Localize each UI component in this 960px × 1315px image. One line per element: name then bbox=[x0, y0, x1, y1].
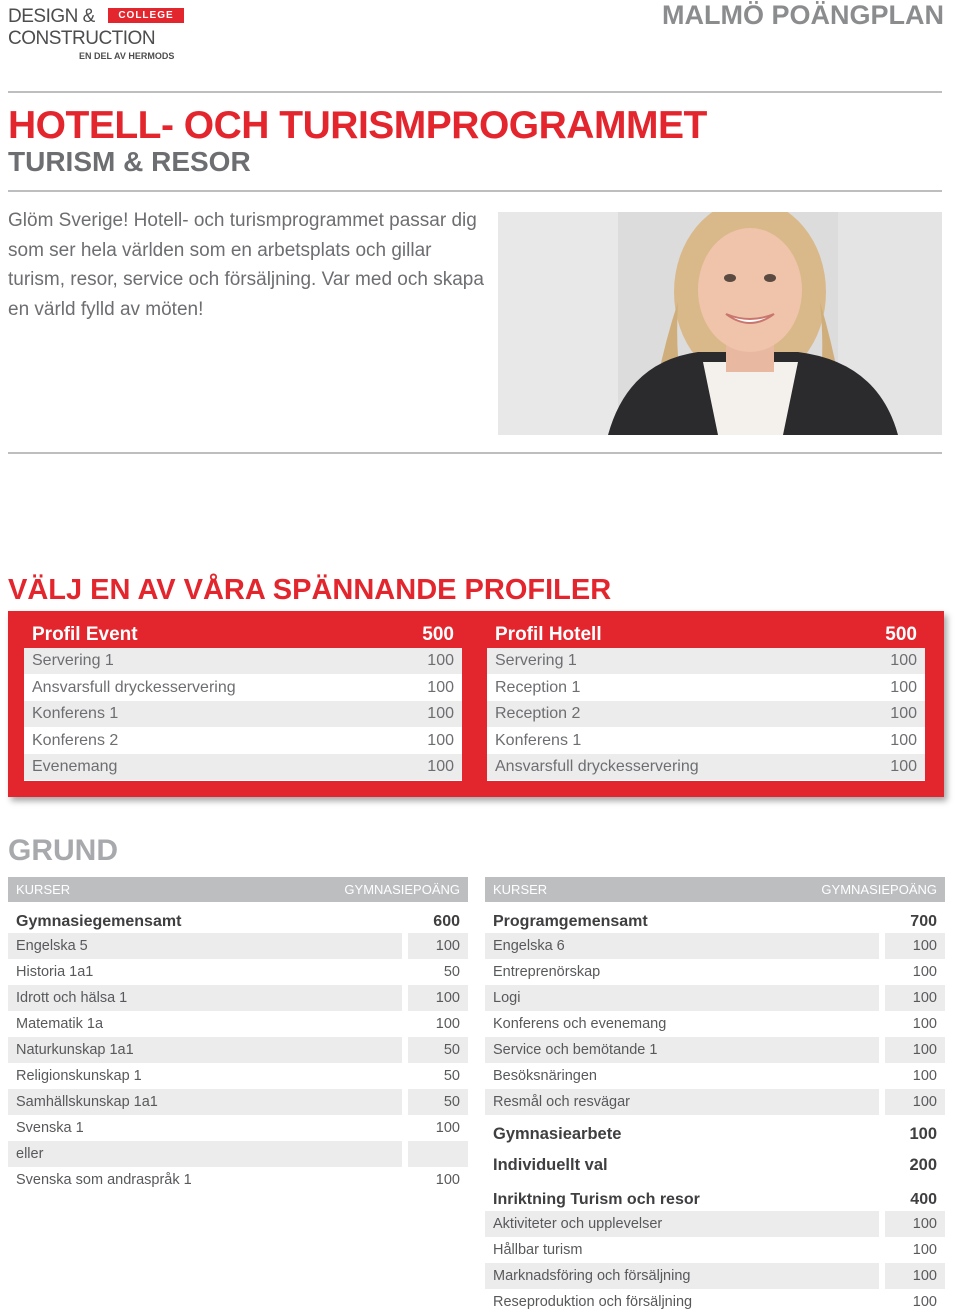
table-row bbox=[8, 1037, 468, 1063]
group-name: Individuellt val bbox=[493, 1156, 608, 1174]
profiles-heading: VÄLJ EN AV VÅRA SPÄNNANDE PROFILER bbox=[8, 574, 612, 606]
course-points: 50 bbox=[443, 1068, 460, 1084]
course-name: Konferens och evenemang bbox=[493, 1016, 667, 1032]
course-name: Reseproduktion och försäljning bbox=[493, 1294, 693, 1310]
list-item bbox=[24, 728, 462, 755]
logo-text-design: DESIGN & bbox=[8, 6, 95, 27]
course-name: Reception 2 bbox=[495, 705, 581, 722]
list-item bbox=[24, 675, 462, 702]
course-name: Aktiviteter och upplevelser bbox=[485, 1211, 879, 1237]
column-header-points: GYMNASIEPOÄNG bbox=[821, 882, 937, 897]
course-points: 100 bbox=[885, 1263, 945, 1289]
list-item bbox=[487, 754, 925, 781]
column-header-points: GYMNASIEPOÄNG bbox=[344, 882, 460, 897]
course-name: Konferens 1 bbox=[495, 731, 582, 749]
course-points: 50 bbox=[408, 1089, 468, 1115]
course-name: Konferens 2 bbox=[32, 731, 119, 749]
course-points: 100 bbox=[885, 1211, 945, 1237]
column-header-courses: KURSER bbox=[16, 882, 71, 897]
course-name: eller bbox=[8, 1141, 402, 1167]
group-header bbox=[485, 902, 945, 933]
group-name: Inriktning Turism och resor bbox=[493, 1191, 700, 1208]
course-points: 100 bbox=[427, 731, 454, 749]
course-name: Logi bbox=[485, 985, 879, 1011]
table-row bbox=[485, 1063, 945, 1089]
course-points: 100 bbox=[890, 678, 917, 696]
student-photo bbox=[498, 212, 942, 435]
course-name: Servering 1 bbox=[495, 652, 577, 669]
table-row bbox=[485, 1037, 945, 1063]
profile-points: 500 bbox=[422, 624, 454, 645]
divider bbox=[8, 452, 942, 454]
course-points: 100 bbox=[890, 652, 917, 669]
course-name: Ansvarsfull dryckesservering bbox=[495, 758, 699, 775]
table-row bbox=[8, 1089, 468, 1115]
course-name: Besöksnäringen bbox=[493, 1068, 597, 1084]
course-name: Konferens 1 bbox=[32, 705, 119, 722]
table-row bbox=[8, 1167, 468, 1193]
right-course-table bbox=[485, 877, 945, 1315]
college-logo bbox=[8, 6, 180, 61]
course-name: Svenska 1 bbox=[16, 1120, 84, 1136]
group-header bbox=[485, 1177, 945, 1211]
course-points: 100 bbox=[427, 678, 454, 696]
grund-heading: GRUND bbox=[8, 834, 118, 867]
course-points: 100 bbox=[885, 985, 945, 1011]
course-name: Service och bemötande 1 bbox=[485, 1037, 879, 1063]
logo-tagline: EN DEL AV HERMODS bbox=[79, 51, 175, 61]
table-row bbox=[485, 1289, 945, 1315]
list-item bbox=[487, 728, 925, 755]
course-points: 100 bbox=[435, 1016, 460, 1032]
course-points: 50 bbox=[408, 1037, 468, 1063]
intro-text: Glöm Sverige! Hotell- och turismprogrammet passar dig som ser hela världen som en arbetsplats och gillar turism, resor, service och försäljning. Var med och skapa en värld fylld av möten! bbox=[8, 210, 484, 320]
divider bbox=[8, 190, 942, 192]
table-row bbox=[485, 933, 945, 959]
course-points: 100 bbox=[408, 985, 468, 1011]
table-header bbox=[8, 877, 468, 902]
course-points: 100 bbox=[885, 1089, 945, 1115]
group-name: Gymnasiegemensamt bbox=[16, 913, 182, 930]
course-name: Evenemang bbox=[32, 758, 118, 775]
course-points: 100 bbox=[408, 933, 468, 959]
course-points: 100 bbox=[890, 758, 917, 775]
table-row bbox=[8, 1011, 468, 1037]
profiles-panel bbox=[8, 611, 944, 797]
group-points: 100 bbox=[909, 1125, 937, 1143]
column-header-courses: KURSER bbox=[493, 882, 548, 897]
table-row bbox=[485, 1089, 945, 1115]
course-name: Matematik 1a bbox=[16, 1016, 104, 1032]
course-name: Ansvarsfull dryckesservering bbox=[32, 678, 236, 696]
divider bbox=[8, 91, 942, 93]
group-points: 200 bbox=[909, 1156, 937, 1174]
table-row bbox=[485, 1011, 945, 1037]
course-name: Servering 1 bbox=[32, 652, 114, 669]
group-name: Gymnasiearbete bbox=[493, 1125, 622, 1143]
table-row bbox=[8, 1115, 468, 1141]
course-name: Samhällskunskap 1a1 bbox=[8, 1089, 402, 1115]
list-item bbox=[24, 701, 462, 728]
table-row bbox=[485, 1237, 945, 1263]
group-name: Programgemensamt bbox=[493, 913, 648, 930]
group-header bbox=[485, 1146, 945, 1177]
course-points: 100 bbox=[912, 1242, 937, 1258]
course-points: 100 bbox=[912, 1016, 937, 1032]
course-name: Resmål och resvägar bbox=[485, 1089, 879, 1115]
list-item bbox=[487, 675, 925, 702]
course-name: Reception 1 bbox=[495, 678, 581, 696]
table-row bbox=[8, 933, 468, 959]
course-points: 50 bbox=[443, 964, 460, 980]
profile-points: 500 bbox=[885, 624, 917, 645]
course-name: Marknadsföring och försäljning bbox=[485, 1263, 879, 1289]
profile-hotell bbox=[487, 621, 925, 781]
page-label: MALMÖ POÄNGPLAN bbox=[662, 0, 944, 30]
table-row bbox=[485, 985, 945, 1011]
course-points: 100 bbox=[912, 1068, 937, 1084]
profile-name: Profil Event bbox=[32, 624, 138, 645]
course-points: 100 bbox=[427, 652, 454, 669]
list-item bbox=[24, 648, 462, 675]
course-points: 100 bbox=[435, 1120, 460, 1136]
course-points: 100 bbox=[427, 758, 454, 775]
course-points: 100 bbox=[912, 964, 937, 980]
page-subtitle: TURISM & RESOR bbox=[8, 146, 251, 177]
left-course-table bbox=[8, 877, 468, 1193]
table-row bbox=[485, 959, 945, 985]
course-name: Historia 1a1 bbox=[16, 964, 94, 980]
course-name: Engelska 5 bbox=[8, 933, 402, 959]
profile-header bbox=[487, 621, 925, 648]
course-name: Idrott och hälsa 1 bbox=[8, 985, 402, 1011]
page-title: HOTELL- OCH TURISMPROGRAMMET bbox=[8, 104, 707, 147]
profile-event bbox=[24, 621, 462, 781]
course-points: 100 bbox=[890, 705, 917, 722]
course-name: Hållbar turism bbox=[493, 1242, 583, 1258]
course-points: 100 bbox=[885, 1037, 945, 1063]
course-name: Religionskunskap 1 bbox=[16, 1068, 142, 1084]
profile-name: Profil Hotell bbox=[495, 624, 602, 645]
course-name: Entreprenörskap bbox=[493, 964, 601, 980]
course-points: 100 bbox=[890, 731, 917, 749]
logo-text-construction: CONSTRUCTION bbox=[8, 28, 156, 49]
table-row bbox=[485, 1211, 945, 1237]
course-name: Naturkunskap 1a1 bbox=[8, 1037, 402, 1063]
logo-badge: COLLEGE bbox=[108, 8, 184, 23]
list-item bbox=[487, 648, 925, 675]
group-header bbox=[8, 902, 468, 933]
table-row bbox=[8, 1141, 468, 1167]
course-name: Svenska som andraspråk 1 bbox=[16, 1172, 192, 1188]
group-points: 600 bbox=[433, 913, 460, 930]
course-points: 100 bbox=[912, 1294, 937, 1310]
group-points: 400 bbox=[910, 1191, 937, 1208]
list-item bbox=[24, 754, 462, 781]
course-points: 100 bbox=[427, 705, 454, 722]
group-points: 700 bbox=[910, 913, 937, 930]
group-header bbox=[485, 1115, 945, 1146]
table-row bbox=[485, 1263, 945, 1289]
student-portrait-image bbox=[498, 212, 942, 435]
course-points bbox=[408, 1141, 468, 1167]
course-points: 100 bbox=[435, 1172, 460, 1188]
course-points: 100 bbox=[885, 933, 945, 959]
table-header bbox=[485, 877, 945, 902]
table-row bbox=[8, 985, 468, 1011]
list-item bbox=[487, 701, 925, 728]
course-name: Engelska 6 bbox=[485, 933, 879, 959]
profile-header bbox=[24, 621, 462, 648]
table-row bbox=[8, 959, 468, 985]
table-row bbox=[8, 1063, 468, 1089]
